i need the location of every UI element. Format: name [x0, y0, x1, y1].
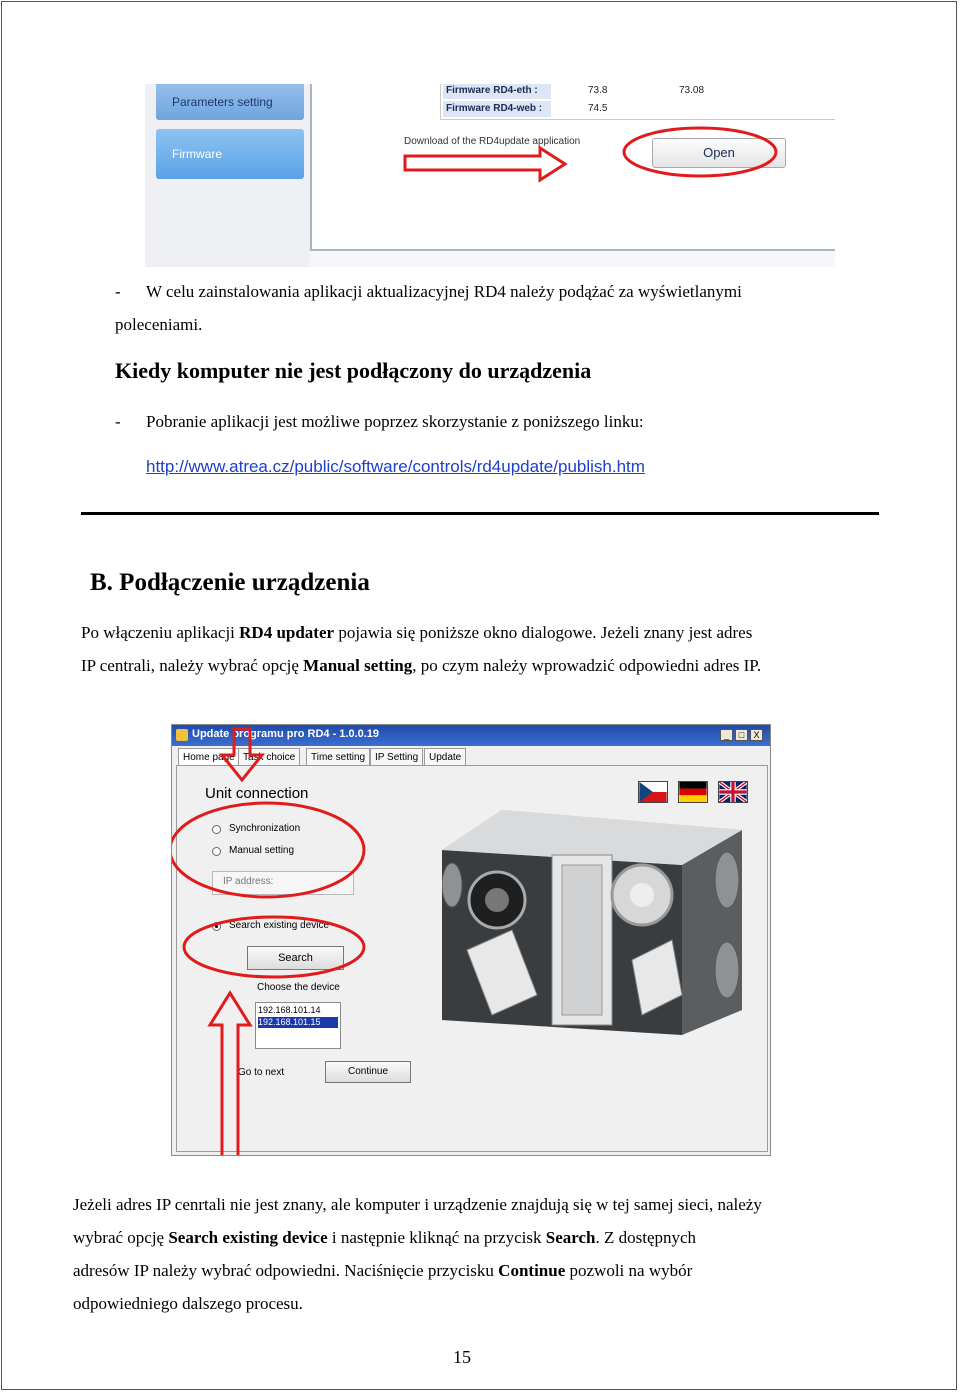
- firmware-button[interactable]: Firmware: [156, 129, 304, 179]
- search-existing-device-label: Search existing device: [229, 920, 330, 931]
- text-run: wybrać opcję: [73, 1228, 169, 1247]
- text-run: odpowiedniego dalszego procesu.: [73, 1294, 303, 1313]
- bold-term: Search: [545, 1228, 596, 1247]
- go-to-next-label: Go to next: [238, 1067, 285, 1078]
- dash-1: -: [115, 282, 121, 301]
- choose-device-label: Choose the device: [257, 982, 340, 993]
- tab-time-setting[interactable]: Time setting: [306, 748, 370, 766]
- firmware-eth-value-2: 73.08: [679, 85, 705, 96]
- section-b-title: B. Podłączenie urządzenia: [90, 569, 370, 596]
- tab-update[interactable]: Update: [424, 748, 466, 766]
- close-button[interactable]: X: [750, 729, 763, 741]
- parameters-setting-button[interactable]: Parameters setting: [156, 84, 304, 120]
- instruction-2: Pobranie aplikacji jest możliwe poprzez skorzystanie z poniższego linku:: [146, 412, 644, 431]
- text-run: , po czym należy wprowadzić odpowiedni adres IP.: [412, 656, 762, 675]
- bold-term: RD4 updater: [239, 623, 335, 642]
- firmware-screenshot: [145, 84, 835, 267]
- tab-ip-setting[interactable]: IP Setting: [370, 748, 423, 766]
- annotation-overlay: [145, 84, 835, 267]
- section-b-para-line-2: [81, 656, 761, 676]
- window-title: Update programu pro RD4 - 1.0.0.19: [192, 728, 380, 740]
- dash-2: -: [115, 412, 121, 431]
- bold-term: Continue: [498, 1261, 566, 1280]
- highlight-search-ellipse: [184, 917, 364, 977]
- highlight-ellipse: [624, 128, 776, 176]
- closing-line-2: [73, 1228, 696, 1248]
- annotation-overlay-2: [172, 725, 770, 1155]
- highlight-manual-ellipse: [172, 803, 364, 897]
- bold-term: Search existing device: [168, 1228, 328, 1247]
- open-button[interactable]: Open: [652, 138, 786, 168]
- synchronization-label: Synchronization: [229, 823, 301, 834]
- closing-line-3: [73, 1261, 692, 1281]
- text-run: i następnie kliknąć na przycisk: [327, 1228, 546, 1247]
- tab-task-choice[interactable]: Task choice: [238, 748, 300, 766]
- search-button[interactable]: Search: [247, 946, 344, 970]
- ip-address-label: IP address:: [223, 876, 274, 887]
- maximize-button[interactable]: □: [735, 729, 748, 741]
- heading-offline: Kiedy komputer nie jest podłączony do urządzenia: [115, 358, 592, 383]
- manual-setting-label: Manual setting: [229, 845, 295, 856]
- text-run: pozwoli na wybór: [565, 1261, 693, 1280]
- firmware-web-value: 74.5: [588, 103, 608, 114]
- firmware-web-label: Firmware RD4-web :: [446, 103, 543, 114]
- text-run: . Z dostępnych: [595, 1228, 697, 1247]
- arrow-up-icon: [210, 993, 250, 1155]
- text-run: pojawia się poniższe okno dialogowe. Jeżeli znany jest adres: [334, 623, 753, 642]
- tab-home-page[interactable]: Home page: [178, 748, 240, 766]
- text-run: adresów IP należy wybrać odpowiedni. Naciśnięcie przycisku: [73, 1261, 499, 1280]
- firmware-eth-value: 73.8: [588, 85, 608, 96]
- unit-connection-label: Unit connection: [205, 785, 309, 802]
- download-label: Download of the RD4update application: [404, 136, 581, 147]
- text-run: IP centrali, należy wybrać opcję: [81, 656, 304, 675]
- arrow-right-icon: [405, 148, 565, 180]
- section-b-para-line-1: [81, 623, 752, 643]
- bold-term: Manual setting: [303, 656, 413, 675]
- page-number: 15: [453, 1347, 471, 1367]
- closing-line-4: [73, 1294, 303, 1314]
- text-run: Jeżeli adres IP cenrtali nie jest znany, ale komputer i urządzenie znajdują się w tej samej sieci, należy: [73, 1195, 762, 1214]
- instruction-1-line-2: poleceniami.: [115, 315, 203, 334]
- firmware-eth-label: Firmware RD4-eth :: [446, 85, 538, 96]
- download-link[interactable]: http://www.atrea.cz/public/software/controls/rd4update/publish.htm: [146, 457, 645, 476]
- instruction-1-line-1: W celu zainstalowania aplikacji aktualizacyjnej RD4 należy podążać za wyświetlanymi: [146, 282, 742, 301]
- section-divider: [81, 512, 879, 515]
- minimize-button[interactable]: _: [720, 729, 733, 741]
- continue-button[interactable]: Continue: [325, 1061, 411, 1083]
- closing-line-1: [73, 1195, 762, 1215]
- device-item-selected[interactable]: 192.168.101.15: [258, 1017, 338, 1028]
- updater-screenshot: [171, 724, 771, 1156]
- text-run: Po włączeniu aplikacji: [81, 623, 240, 642]
- arrow-down-icon: [222, 729, 262, 780]
- device-item[interactable]: 192.168.101.14: [258, 1005, 321, 1015]
